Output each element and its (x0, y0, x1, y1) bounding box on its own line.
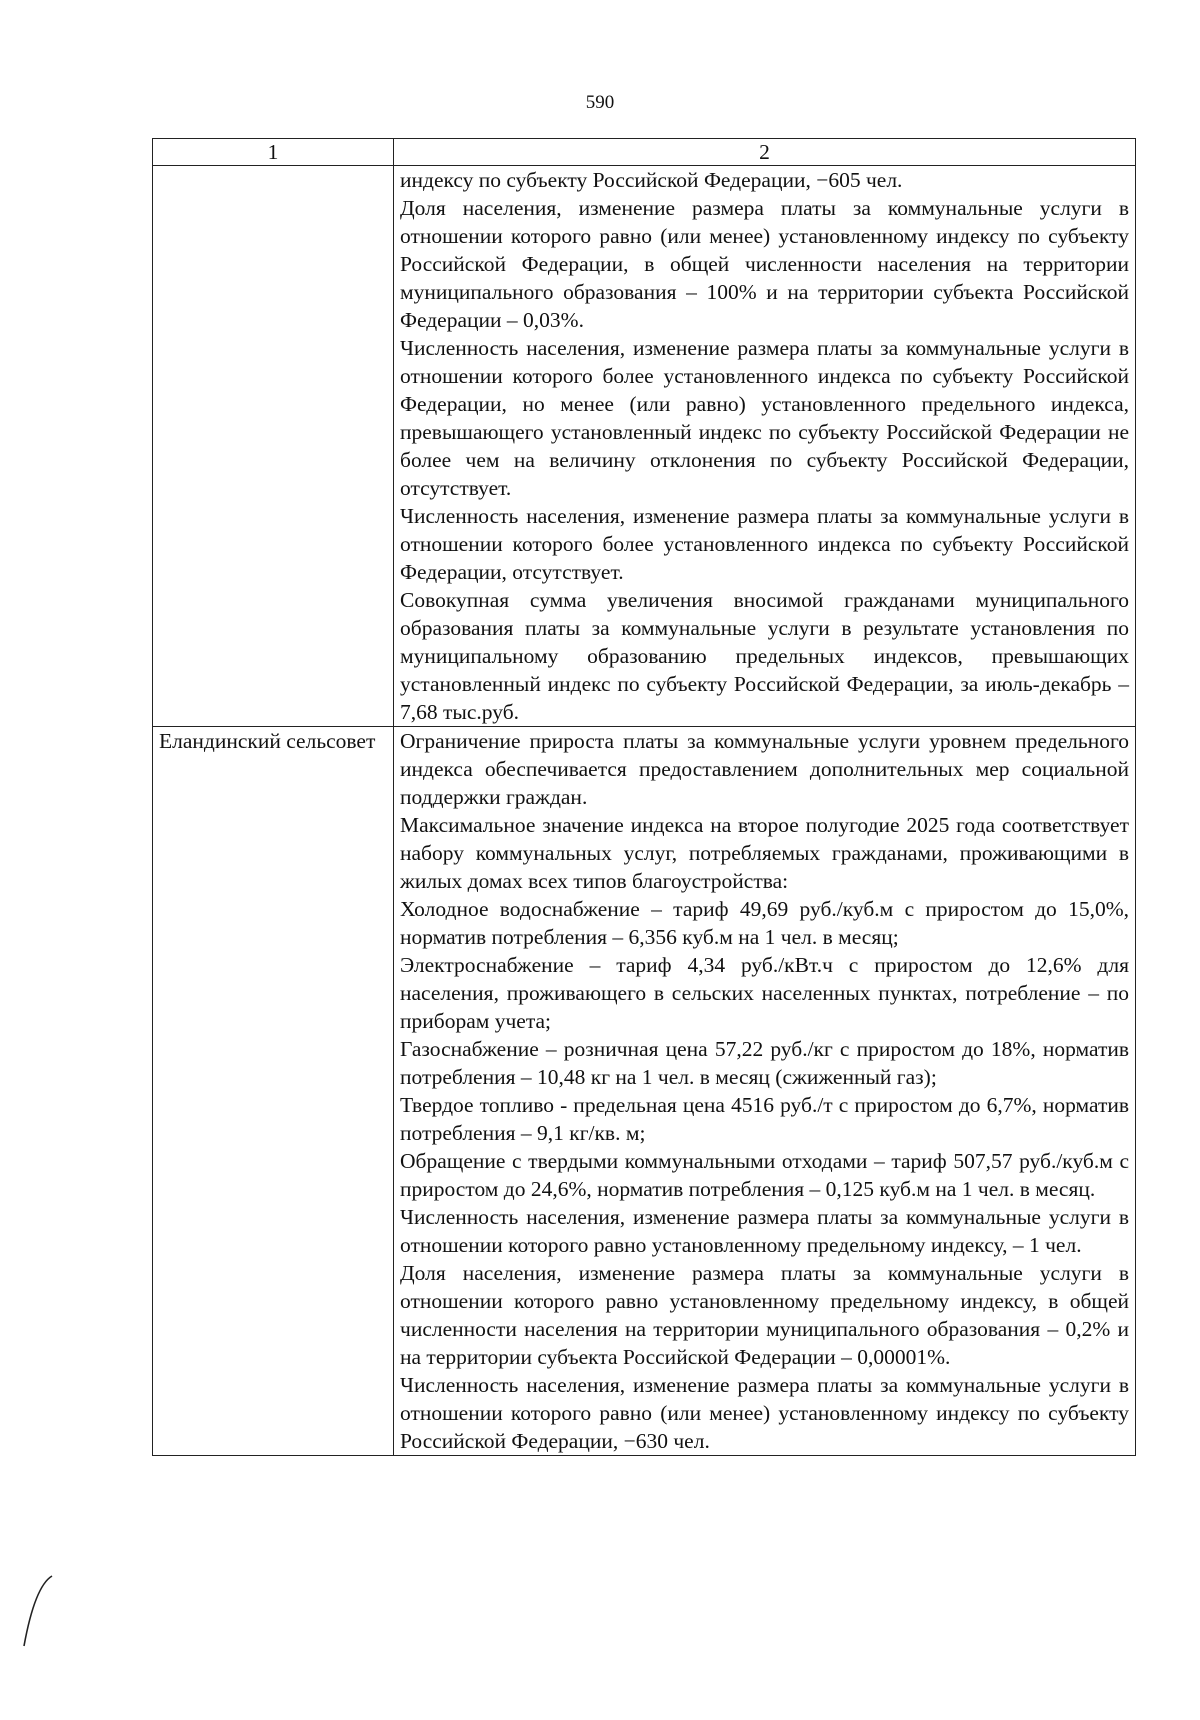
paragraph: Численность населения, изменение размера платы за коммунальные услуги в отношении которого равно установленному предельному индексу, – 1 чел. (400, 1205, 1129, 1257)
column-header-2: 2 (394, 139, 1136, 166)
column-header-1: 1 (153, 139, 394, 166)
paragraph: Численность населения, изменение размера платы за коммунальные услуги в отношении которого равно (или менее) установленному индексу по субъекту Российской Федерации, −630 чел. (400, 1373, 1129, 1453)
municipality-name-cell: Еландинский сельсовет (153, 727, 394, 1456)
table-row (153, 166, 1136, 727)
paragraph: Твердое топливо - предельная цена 4516 руб./т с приростом до 6,7%, норматив потребления – 9,1 кг/кв. м; (400, 1093, 1129, 1145)
description-cell (394, 166, 1136, 727)
paragraph: Численность населения, изменение размера платы за коммунальные услуги в отношении которого более установленного индекса по субъекту Российской Федерации, отсутствует. (400, 504, 1129, 584)
paragraph: Электроснабжение – тариф 4,34 руб./кВт.ч с приростом до 12,6% для населения, проживающего в сельских населенных пунктах, потребление – по приборам учета; (400, 953, 1129, 1033)
description-cell (394, 727, 1136, 1456)
paragraph: Ограничение прироста платы за коммунальные услуги уровнем предельного индекса обеспечивается предоставлением дополнительных мер социальной поддержки граждан. (400, 729, 1129, 809)
municipality-name-cell (153, 166, 394, 727)
table-header-row (153, 139, 1136, 166)
document-table (152, 138, 1136, 1456)
table-row (153, 727, 1136, 1456)
paragraph: Максимальное значение индекса на второе полугодие 2025 года соответствует набору коммунальных услуг, потребляемых гражданами, проживающими в жилых домах всех типов благоустройства: (400, 813, 1129, 893)
page-number: 590 (585, 92, 615, 113)
paragraph: Доля населения, изменение размера платы за коммунальные услуги в отношении которого равно установленному предельному индексу, в общей численности населения на территории муниципального образования – 0,2% и на территории субъекта Российской Федерации – 0,00001%. (400, 1261, 1129, 1369)
pen-stroke-mark (18, 1572, 58, 1652)
paragraph: Обращение с твердыми коммунальными отходами – тариф 507,57 руб./куб.м с приростом до 24,6%, норматив потребления – 0,125 куб.м на 1 чел. в месяц. (400, 1149, 1129, 1201)
paragraph: Холодное водоснабжение – тариф 49,69 руб./куб.м с приростом до 15,0%, норматив потребления – 6,356 куб.м на 1 чел. в месяц; (400, 897, 1129, 949)
paragraph: Совокупная сумма увеличения вносимой гражданами муниципального образования платы за коммунальные услуги в результате установления по муниципальному образованию предельных индексов, превышающих установленный индекс по субъекту Российской Федерации, за июль-декабрь – 7,68 тыс.руб. (400, 588, 1129, 724)
paragraph: Доля населения, изменение размера платы за коммунальные услуги в отношении которого равно (или менее) установленному индексу по субъекту Российской Федерации, в общей численности населения на территории муниципального образования – 100% и на территории субъекта Российской Федерации – 0,03%. (400, 196, 1129, 332)
paragraph: индексу по субъекту Российской Федерации, −605 чел. (400, 168, 903, 192)
paragraph: Численность населения, изменение размера платы за коммунальные услуги в отношении которого более установленного индекса по субъекту Российской Федерации, но менее (или равно) установленного предельного индекса, превышающего установленный индекс по субъекту Российской Федерации не более чем на величину отклонения по субъекту Российской Федерации, отсутствует. (400, 336, 1129, 500)
paragraph: Газоснабжение – розничная цена 57,22 руб./кг с приростом до 18%, норматив потребления – 10,48 кг на 1 чел. в месяц (сжиженный газ); (400, 1037, 1129, 1089)
